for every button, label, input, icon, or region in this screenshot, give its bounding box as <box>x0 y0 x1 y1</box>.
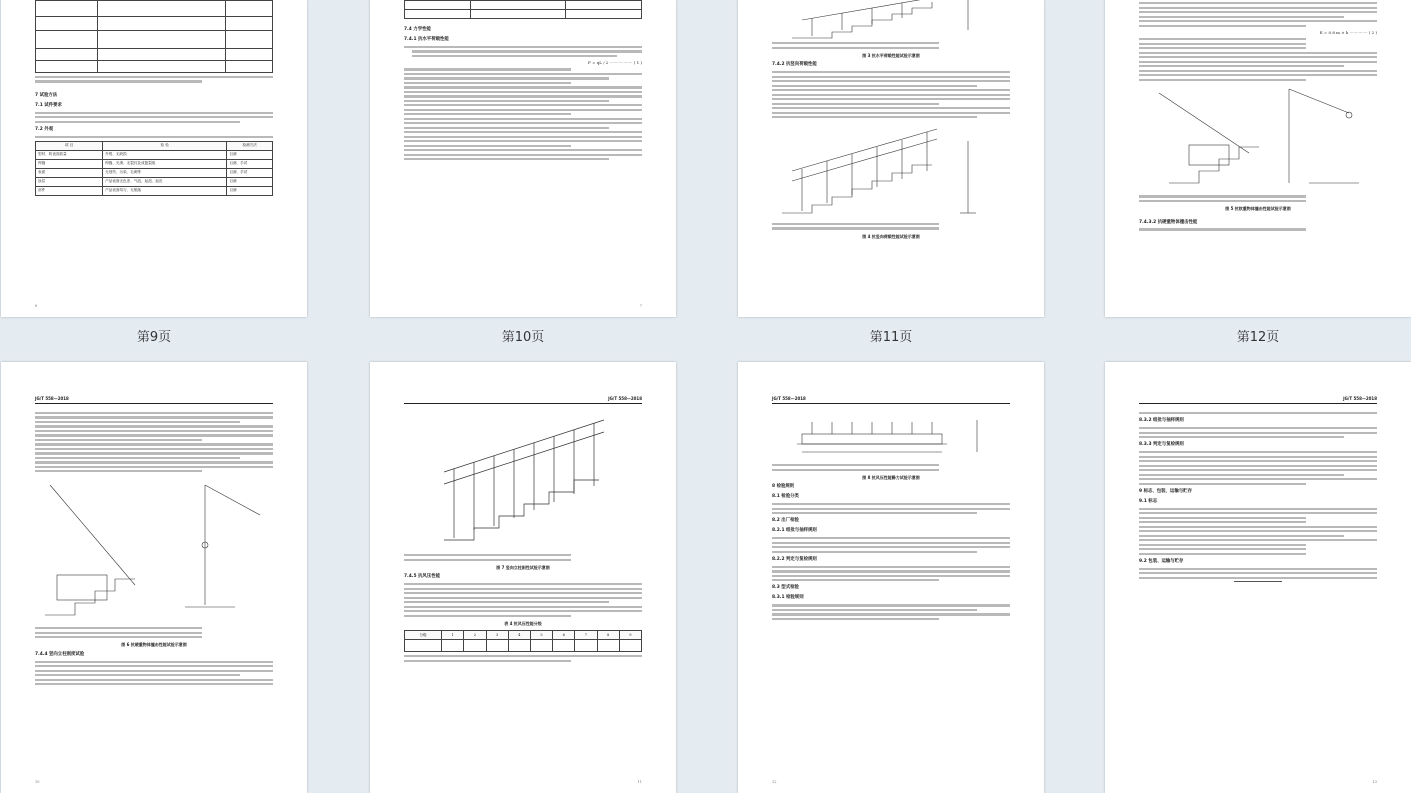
page-thumbnail-16[interactable] <box>1105 362 1411 793</box>
section-heading: 7.4.2 抗竖向荷载性能 <box>772 62 817 68</box>
page-header: JG/T 558—2018 <box>404 396 642 404</box>
stair-railing-figure-4 <box>772 121 1010 221</box>
table-row: 部件 产品表面均匀、无脱落 目测 <box>36 186 273 195</box>
table-caption: 表 4 抗风压性能分级 <box>504 620 542 626</box>
section-heading: 7.4.5 抗风压性能 <box>404 574 440 580</box>
page-number: 10 <box>35 780 40 785</box>
page-thumbnail-12[interactable] <box>1105 0 1411 317</box>
section-heading: 7.1 试件要求 <box>35 102 62 108</box>
page-number: 8 <box>35 304 38 309</box>
requirements-table <box>35 0 273 73</box>
section-heading: 7 试验方法 <box>35 92 58 98</box>
page-label-9[interactable]: 第9页 <box>136 330 172 345</box>
page-thumbnail-15[interactable] <box>738 362 1044 793</box>
impact-test-figure-5 <box>1139 83 1377 193</box>
page-header: JG/T 558—2018 <box>1139 396 1377 404</box>
wind-pressure-grade-table: 分级 1 2 3 4 5 6 7 8 9 <box>404 630 642 652</box>
table-row: 表面 无划伤、污染、毛刺等 目测、手试 <box>36 168 273 177</box>
page-number: 7 <box>639 304 642 309</box>
section-heading: 8.3.3 判定与复检规则 <box>1139 442 1184 448</box>
figure-caption: 图 6 抗硬重物体撞击性能试验示意图 <box>121 642 187 648</box>
page-thumbnail-10[interactable] <box>370 0 676 317</box>
table-header: 检 验 <box>103 141 227 150</box>
appearance-table <box>35 141 273 196</box>
section-heading: 9 标志、包装、运输与贮存 <box>1139 488 1192 494</box>
section-heading: 8.3.2 组批与抽样规则 <box>1139 418 1184 424</box>
page-thumbnail-13[interactable] <box>1 362 307 793</box>
section-heading: 7.4.1 抗水平荷载性能 <box>404 36 449 42</box>
section-heading: 7.2 外观 <box>35 126 54 132</box>
page-number: 12 <box>772 780 777 785</box>
section-heading: 8 检验规则 <box>772 484 795 490</box>
section-heading: 8.2.2 判定与复检规则 <box>772 556 817 562</box>
page-label-10[interactable]: 第10页 <box>501 330 545 345</box>
formula: E = 0.8 m × h ·············· ( 2 ) <box>1319 29 1377 35</box>
page-number: 13 <box>1372 780 1377 785</box>
section-heading: 9.1 标志 <box>1139 498 1158 504</box>
figure-caption: 图 3 抗水平荷载性能试验示意图 <box>862 52 920 58</box>
figure-caption: 图 7 竖向立柱刚性试验示意图 <box>496 564 550 570</box>
page-thumbnail-11[interactable] <box>738 0 1044 317</box>
section-heading: 7.4.4 竖向立柱刚度试验 <box>35 651 85 657</box>
page-thumbnail-14[interactable] <box>370 362 676 793</box>
section-heading: 8.2.1 组批与抽样规则 <box>772 528 817 534</box>
section-heading: 9.2 包装、运输与贮存 <box>1139 558 1184 564</box>
page-label-12[interactable]: 第12页 <box>1236 330 1280 345</box>
page-thumbnail-9[interactable] <box>1 0 307 317</box>
figure-caption: 图 4 抗竖向荷载性能试验示意图 <box>862 233 920 239</box>
top-table <box>404 0 642 19</box>
impact-test-figure-6 <box>35 475 273 625</box>
table-header: 检测方法 <box>227 141 273 150</box>
section-heading: 7.4.3.2 抗硬重物体撞击性能 <box>1139 219 1198 225</box>
section-heading: 8.1 检验分类 <box>772 494 799 500</box>
page-number: 11 <box>637 780 642 785</box>
section-heading: 8.3 型式检验 <box>772 585 799 591</box>
formula: F = qL / 2 ·················· ( 1 ) <box>588 60 642 66</box>
stair-railing-figure-7 <box>404 412 642 552</box>
figure-caption: 图 8 抗风压性能静力试验示意图 <box>862 474 920 480</box>
stair-railing-figure-3 <box>772 0 1010 40</box>
wind-load-figure-8 <box>772 412 1010 462</box>
table-row: 焊缝 焊缝、光滑、无裂纹及成篮裂痕 目测、手试 <box>36 159 273 168</box>
table-header: 项 目 <box>36 141 103 150</box>
section-heading: 8.2 出厂检验 <box>772 518 799 524</box>
figure-caption: 图 5 抗软重物体撞击性能试验示意图 <box>1225 206 1291 212</box>
section-heading: 8.3.1 检验规则 <box>772 595 804 601</box>
table-row: 涂层 产品表面无色差、气泡、起泡、起皮 目测 <box>36 177 273 186</box>
page-header: JG/T 558—2018 <box>772 396 1010 404</box>
section-heading: 7.4 力学性能 <box>404 27 431 32</box>
page-label-11[interactable]: 第11页 <box>869 330 913 345</box>
table-row: 型材、防表面质量 外观、无缺损 目测 <box>36 150 273 159</box>
page-header: JG/T 558—2018 <box>35 396 273 404</box>
